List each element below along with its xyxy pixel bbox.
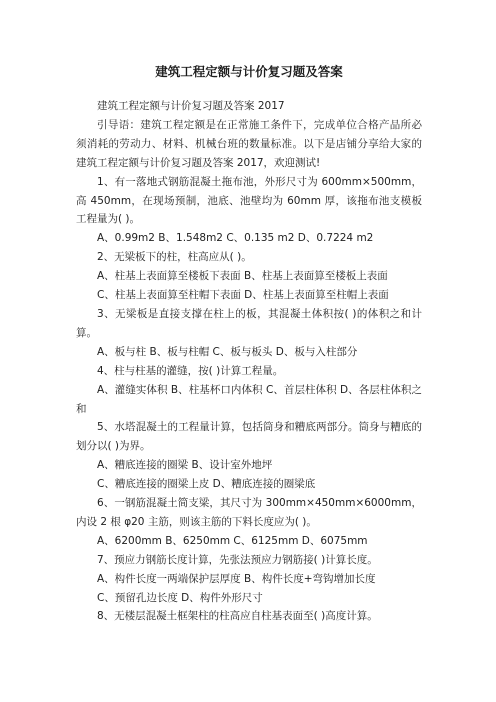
question-1: 1、有一落地式钢筋混凝土拖布池，外形尺寸为 600mm×500mm，高 450mm，在现场预制，池底、池壁均为 60mm 厚，该拖布池支模板工程量为( )。 — [76, 175, 422, 226]
question-3: 3、无梁板是直接支撑在柱上的板，其混凝土体积按( )的体积之和计算。 — [76, 307, 422, 339]
question-1-options: A、0.99m2 B、1.548m2 C、0.135 m2 D、0.7224 m2 — [97, 232, 374, 245]
question-6-options: A、6200mm B、6250mm C、6125mm D、6075mm — [97, 534, 368, 547]
question-5-options-cd: C、糟底连接的圈梁上皮 D、糟底连接的圈梁底 — [97, 478, 316, 491]
question-6: 6、一钢筋混凝土简支梁，其尺寸为 300mm×450mm×6000mm，内设 2 根 φ20 主筋，则该主筋的下料长度应为( )。 — [76, 497, 422, 528]
document-title: 建筑工程定额与计价复习题及答案 — [155, 64, 343, 79]
question-4: 4、柱与柱基的灌缝，按( )计算工程量。 — [97, 364, 284, 377]
question-2-options-ab: A、柱基上表面算至楼板下表面 B、柱基上表面算至楼板上表面 — [97, 270, 388, 283]
document-body — [76, 97, 422, 626]
question-7-options-cd: C、预留孔边长度 D、构件外形尺寸 — [97, 591, 263, 604]
question-4-options: A、灌缝实体积 B、柱基杯口内体积 C、首层柱体积 D、各层柱体积之和 — [76, 383, 422, 415]
question-5-options-ab: A、糟底连接的圈梁 B、设计室外地坪 — [97, 459, 273, 472]
question-7-options-ab: A、构件长度一两端保护层厚度 B、构件长度+弯钩增加长度 — [97, 572, 376, 585]
question-2-options-cd: C、柱基上表面算至柱帽下表面 D、柱基上表面算至柱帽上表面 — [97, 289, 389, 302]
question-2: 2、无梁板下的柱，柱高应从( )。 — [97, 251, 252, 264]
intro-paragraph: 引导语：建筑工程定额是在正常施工条件下，完成单位合格产品所必须消耗的劳动力、材料、机械台班的数量标准。以下是店铺分享给大家的建筑工程定额与计价复习题及答案 2017，欢迎测试! — [76, 118, 422, 169]
question-5: 5、水塔混凝土的工程量计算，包括筒身和糟底两部分。筒身与糟底的划分以( )为界。 — [76, 421, 422, 453]
question-7: 7、预应力钢筋长度计算，先张法预应力钢筋接( )计算长度。 — [97, 553, 378, 566]
question-8: 8、无楼层混凝土框架柱的柱高应自柱基表面至( )高度计算。 — [97, 610, 378, 623]
question-3-options: A、板与柱 B、板与柱帽 C、板与板头 D、板与入柱部分 — [97, 345, 358, 358]
subtitle-paragraph: 建筑工程定额与计价复习题及答案 2017 — [97, 100, 285, 112]
